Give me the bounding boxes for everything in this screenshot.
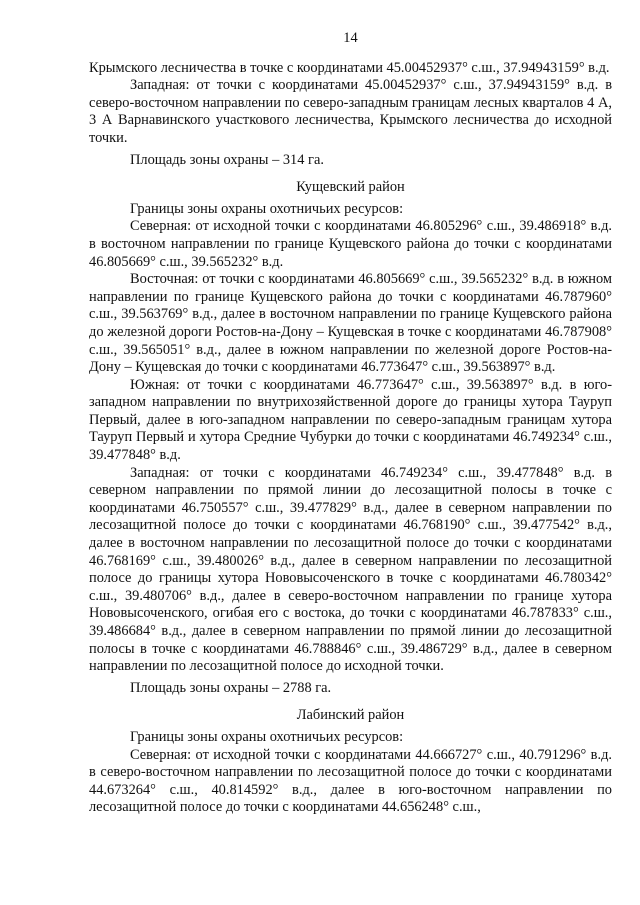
paragraph-area: Площадь зоны охраны – 314 га. bbox=[130, 151, 324, 168]
paragraph-western: Западная: от точки с координатами 46.749234° с.ш., 39.477848° в.д. в северном направлении по прямой линии до лесозащитной полосы в точке с координатами 46.750557° с.ш., 39.477829° в.д., далее в северном направлении по лесозащитной полосе до точки с координатами 46.768190° с.ш., 39.477542° в.д., далее в восточном направлении по лесозащитной полосе до точки с координатами 46.768169° с.ш., 39.480026° в.д., далее в северном направлении по лесозащитной полосе до границы хутора Нововысоченского в точке с координатами 46.780342° с.ш., 39.480706° в.д., далее в северо-восточном направлении по границе хутора Нововысоченского, огибая его с востока, до точки с координатами 46.787833° с.ш., 39.486684° в.д., далее в северном направлении по прямой линии до лесозащитной полосы в точке с координатами 46.788846° с.ш., 39.486729° в.д., далее в северном направлении по лесозащитной полосе до исходной точки. bbox=[89, 464, 612, 675]
paragraph-southern: Южная: от точки с координатами 46.773647° с.ш., 39.563897° в.д. в юго-западном направлении по внутрихозяйственной дороге до границы хутора Тауруп Первый, далее в юго-западном направлении по северо-западным границам хутора Тауруп Первый и хутора Средние Чубурки до точки с координатами 46.749234° с.ш., 39.477848° в.д. bbox=[89, 376, 612, 464]
paragraph-western-boundary: Западная: от точки с координатами 45.00452937° с.ш., 37.94943159° в.д. в северо-восточном направлении по северо-западным границам лесных кварталов 4 А, 3 А Варнавинского участкового лесничества, Крымского лесничества до исходной точки. bbox=[89, 77, 612, 146]
paragraph-eastern: Восточная: от точки с координатами 46.805669° с.ш., 39.565232° в.д. в южном направлении по границе Кущевского района до точки с координатами 46.787960° с.ш., 39.563769° в.д., далее в восточном направлении по границе Кущевского района до железной дороги Ростов-на-Дону – Кущевская в точке с координатами 46.787908° с.ш., 39.565051° в.д., далее в южном направлении по железной дороге Ростов-на-Дону – Кущевская до точки с координатами 46.773647° с.ш., 39.563897° в.д. bbox=[89, 271, 612, 376]
paragraph-boundaries-intro: Границы зоны охраны охотничьих ресурсов: bbox=[130, 728, 404, 745]
page-number: 14 bbox=[343, 30, 358, 46]
paragraph-continuation: Крымского лесничества в точке с координатами 45.00452937° с.ш., 37.94943159° в.д. bbox=[89, 59, 610, 76]
paragraph-northern: Северная: от исходной точки с координатами 44.666727° с.ш., 40.791296° в.д. в северо-восточном направлении по лесозащитной полосе до точки с координатами 44.673264° с.ш., 40.814592° в.д., далее в юго-восточном направлении по лесозащитной полосе до точки с координатами 44.656248° с.ш., bbox=[89, 746, 612, 816]
paragraph-boundaries-intro: Границы зоны охраны охотничьих ресурсов: bbox=[130, 200, 404, 217]
section-heading-kushchevsky: Кущевский район bbox=[296, 179, 405, 196]
paragraph-area: Площадь зоны охраны – 2788 га. bbox=[130, 679, 332, 696]
paragraph-northern: Северная: от исходной точки с координатами 46.805296° с.ш., 39.486918° в.д. в восточном направлении по границе Кущевского района до точки с координатами 46.805669° с.ш., 39.565232° в.д. bbox=[89, 218, 612, 270]
section-heading-labinsky: Лабинский район bbox=[296, 707, 405, 724]
